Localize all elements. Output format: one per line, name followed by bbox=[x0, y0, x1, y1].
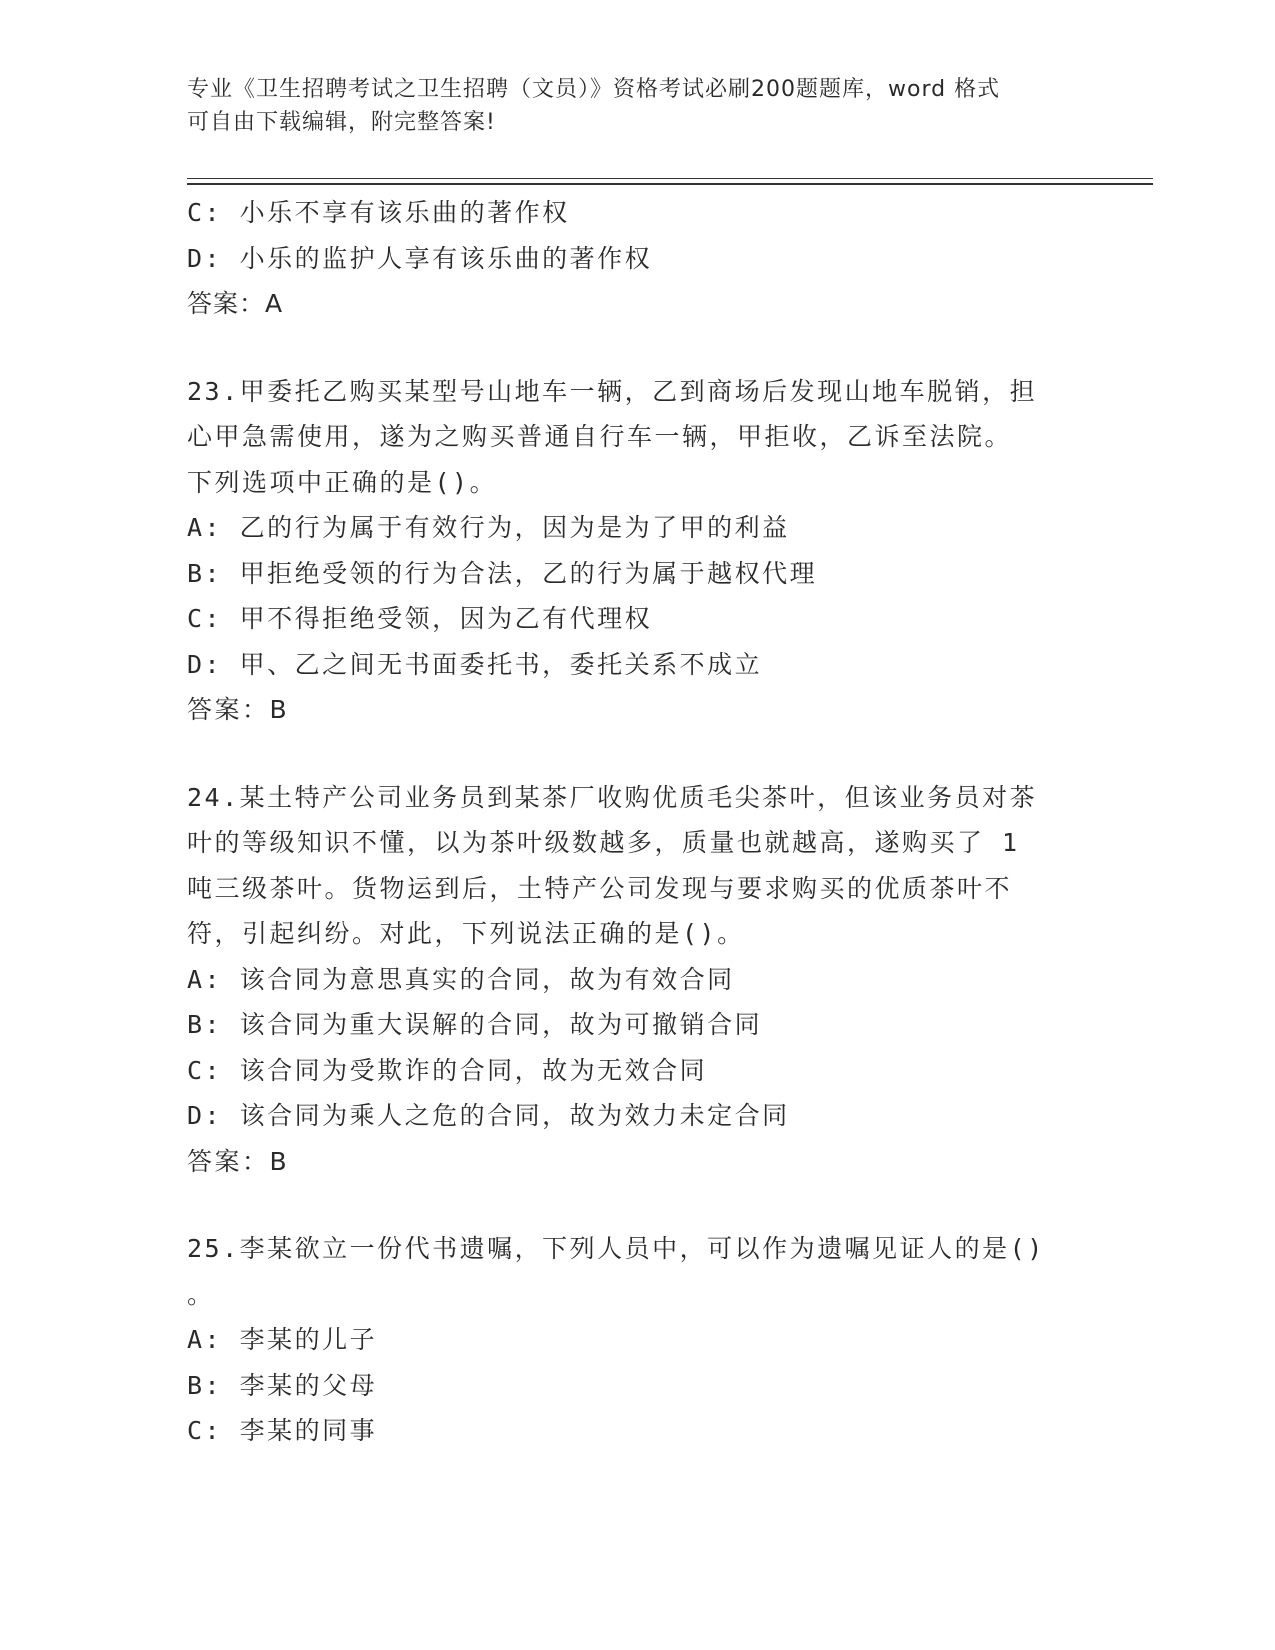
question-text: 下列选项中正确的是()。 bbox=[187, 467, 498, 497]
option-c: C: 李某的同事 bbox=[187, 1416, 378, 1445]
option-a: A: 李某的儿子 bbox=[187, 1325, 378, 1354]
question-text: 。 bbox=[187, 1279, 215, 1309]
option-c: C: 甲不得拒绝受领，因为乙有代理权 bbox=[187, 604, 653, 633]
spacer bbox=[187, 1184, 1087, 1226]
question-text: 25.李某欲立一份代书遗嘱，下列人员中，可以作为遗嘱见证人的是() bbox=[187, 1234, 1045, 1263]
option-a: A: 乙的行为属于有效行为，因为是为了甲的利益 bbox=[187, 513, 790, 542]
spacer bbox=[187, 327, 1087, 369]
question-text: 叶的等级知识不懂，以为茶叶级数越多，质量也就越高，遂购买了 1 bbox=[187, 828, 1020, 857]
spacer bbox=[187, 733, 1087, 775]
answer-line: 答案：B bbox=[187, 1146, 290, 1176]
header-title-line-2: 可自由下载编辑，附完整答案! bbox=[187, 110, 496, 135]
question-23 bbox=[187, 369, 1087, 733]
question-text: 符，引起纠纷。对此，下列说法正确的是()。 bbox=[187, 919, 745, 948]
question-text: 吨三级茶叶。货物运到后，土特产公司发现与要求购买的优质茶叶不 bbox=[187, 873, 1013, 903]
question-text: 23.甲委托乙购买某型号山地车一辆，乙到商场后发现山地车脱销，担 bbox=[187, 376, 1038, 406]
header-divider-thin bbox=[187, 178, 1153, 179]
previous-question-tail bbox=[187, 190, 1087, 327]
option-d: D: 小乐的监护人享有该乐曲的著作权 bbox=[187, 243, 653, 273]
question-text: 心甲急需使用，遂为之购买普通自行车一辆，甲拒收，乙诉至法院。 bbox=[187, 422, 1013, 451]
document-body bbox=[187, 190, 1087, 1454]
question-25 bbox=[187, 1226, 1087, 1454]
option-c: C: 小乐不享有该乐曲的著作权 bbox=[187, 198, 570, 227]
question-text: 24.某土特产公司业务员到某茶厂收购优质毛尖茶叶，但该业务员对茶 bbox=[187, 782, 1038, 812]
answer-line: 答案：B bbox=[187, 695, 290, 724]
document-header bbox=[187, 73, 1067, 139]
option-d: D: 甲、乙之间无书面委托书，委托关系不成立 bbox=[187, 649, 763, 679]
answer-line: 答案：A bbox=[187, 289, 284, 318]
header-title-line-1: 专业《卫生招聘考试之卫生招聘（文员）》资格考试必刷200题题库，word 格式 bbox=[187, 77, 1001, 102]
option-b: B: 甲拒绝受领的行为合法，乙的行为属于越权代理 bbox=[187, 558, 818, 588]
option-b: B: 该合同为重大误解的合同，故为可撤销合同 bbox=[187, 1010, 763, 1039]
option-b: B: 李某的父母 bbox=[187, 1370, 378, 1400]
option-a: A: 该合同为意思真实的合同，故为有效合同 bbox=[187, 964, 735, 994]
option-d: D: 该合同为乘人之危的合同，故为效力未定合同 bbox=[187, 1101, 790, 1130]
header-divider-thick bbox=[187, 183, 1153, 185]
question-24 bbox=[187, 775, 1087, 1185]
option-c: C: 该合同为受欺诈的合同，故为无效合同 bbox=[187, 1055, 708, 1085]
